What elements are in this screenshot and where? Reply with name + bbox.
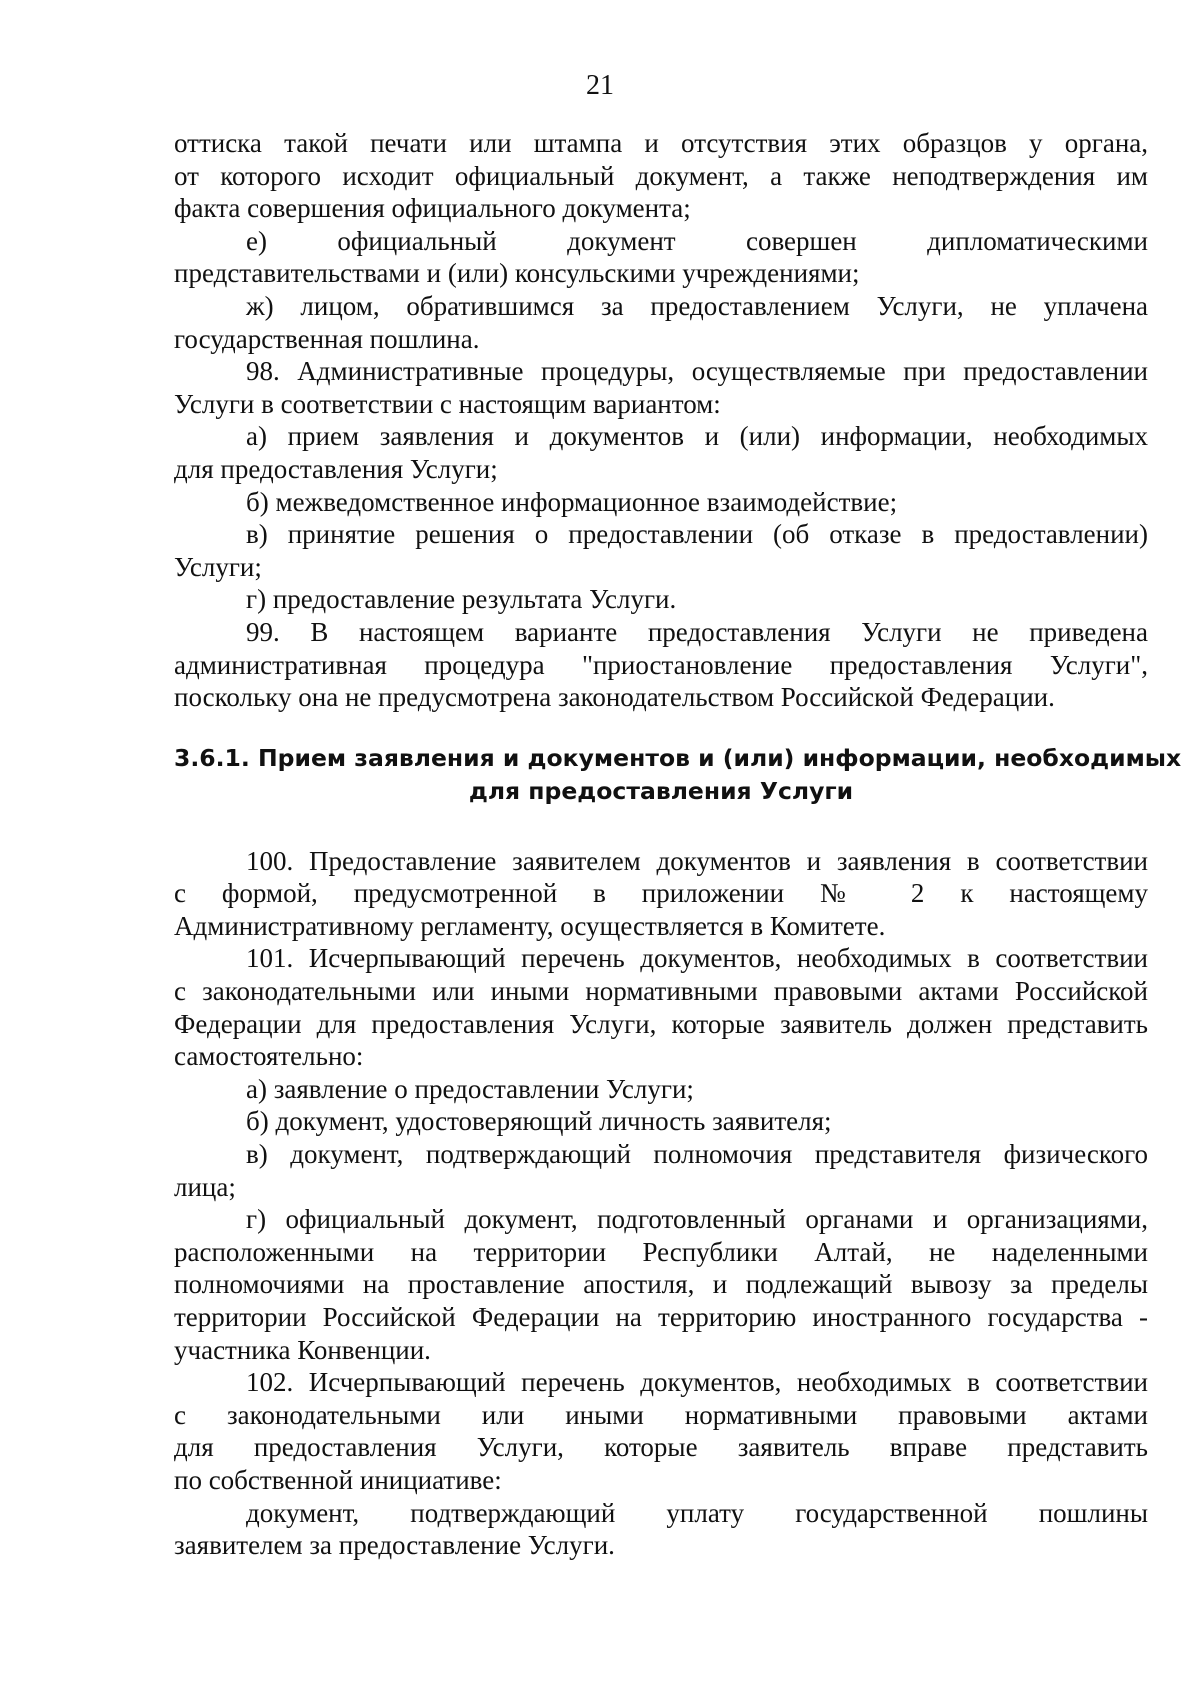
text-line: территории Российской Федерации на территорию иностранного государства - [174,1302,1148,1332]
text-line: государственная пошлина. [174,323,480,354]
text-line: от которого исходит официальный документ, а также неподтверждения им [174,160,1148,191]
text-line: б) межведомственное информационное взаимодействие; [246,486,898,517]
section-heading: для предоставления Услуги [468,776,854,805]
text-line: для предоставления Услуги; [174,453,498,484]
section-heading: 3.6.1. Прием заявления и документов и (или) информации, необходимых [174,743,1182,772]
text-line: факта совершения официального документа; [174,193,691,224]
text-line: по собственной инициативе: [174,1464,502,1495]
text-line: е) официальный документ совершен дипломатическими [246,225,1148,256]
text-line: Административному регламенту, осуществляется в Комитете. [174,910,886,941]
text-line: в) принятие решения о предоставлении (об отказе в предоставлении) [246,519,1148,550]
text-line: для предоставления Услуги, которые заявитель вправе представить [174,1432,1148,1463]
text-line: а) заявление о предоставлении Услуги; [246,1073,694,1104]
text-line: поскольку она не предусмотрена законодательством Российской Федерации. [174,682,1055,713]
text-line: административная процедура "приостановление предоставления Услуги", [174,649,1148,680]
text-line: 101. Исчерпывающий перечень документов, необходимых в соответствии [246,943,1148,974]
text-line: ж) лицом, обратившимся за предоставлением Услуги, не уплачена [246,290,1148,321]
text-line: Услуги в соответствии с настоящим вариантом: [174,388,721,419]
text-line: расположенными на территории Республики Алтай, не наделенными [174,1236,1148,1267]
text-line: 100. Предоставление заявителем документов и заявления в соответствии [246,845,1148,876]
section-spacer [174,714,1148,742]
text-line: г) предоставление результата Услуги. [246,584,677,615]
text-line: г) официальный документ, подготовленный органами и организациями, [246,1204,1148,1235]
page-number: 21 [586,70,614,101]
text-line: в) документ, подтверждающий полномочия представителя физического [246,1139,1148,1170]
text-line: представительствами и (или) консульскими учреждениями; [174,258,860,289]
text-line: лица; [174,1171,236,1202]
text-line: Федерации для предоставления Услуги, которые заявитель должен представить [174,1008,1148,1039]
text-line: с законодательными или иными нормативными правовыми актами [174,1399,1148,1430]
text-line: документ, подтверждающий уплату государственной пошлины [246,1497,1148,1528]
text-line: б) документ, удостоверяющий личность заявителя; [246,1106,832,1137]
text-line: 99. В настоящем варианте предоставления Услуги не приведена [246,616,1148,647]
text-line: 98. Административные процедуры, осуществляемые при предоставлении [246,356,1148,387]
text-line: с законодательными или иными нормативными правовыми актами Российской [174,976,1148,1007]
text-line: с формой, предусмотренной в приложении № 2 к настоящему [174,878,1148,909]
text-line: оттиска такой печати или штампа и отсутствия этих образцов у органа, [174,128,1148,158]
section-spacer [174,808,1148,845]
text-line: заявителем за предоставление Услуги. [174,1530,615,1561]
text-line: а) прием заявления и документов и (или) информации, необходимых [246,421,1148,452]
text-line: 102. Исчерпывающий перечень документов, необходимых в соответствии [246,1367,1148,1398]
text-line: полномочиями на проставление апостиля, и подлежащий вывозу за пределы [174,1269,1148,1300]
text-line: Услуги; [174,551,262,582]
text-line: участника Конвенции. [174,1334,431,1365]
document-body [174,127,1182,1562]
text-line: самостоятельно: [174,1041,364,1072]
